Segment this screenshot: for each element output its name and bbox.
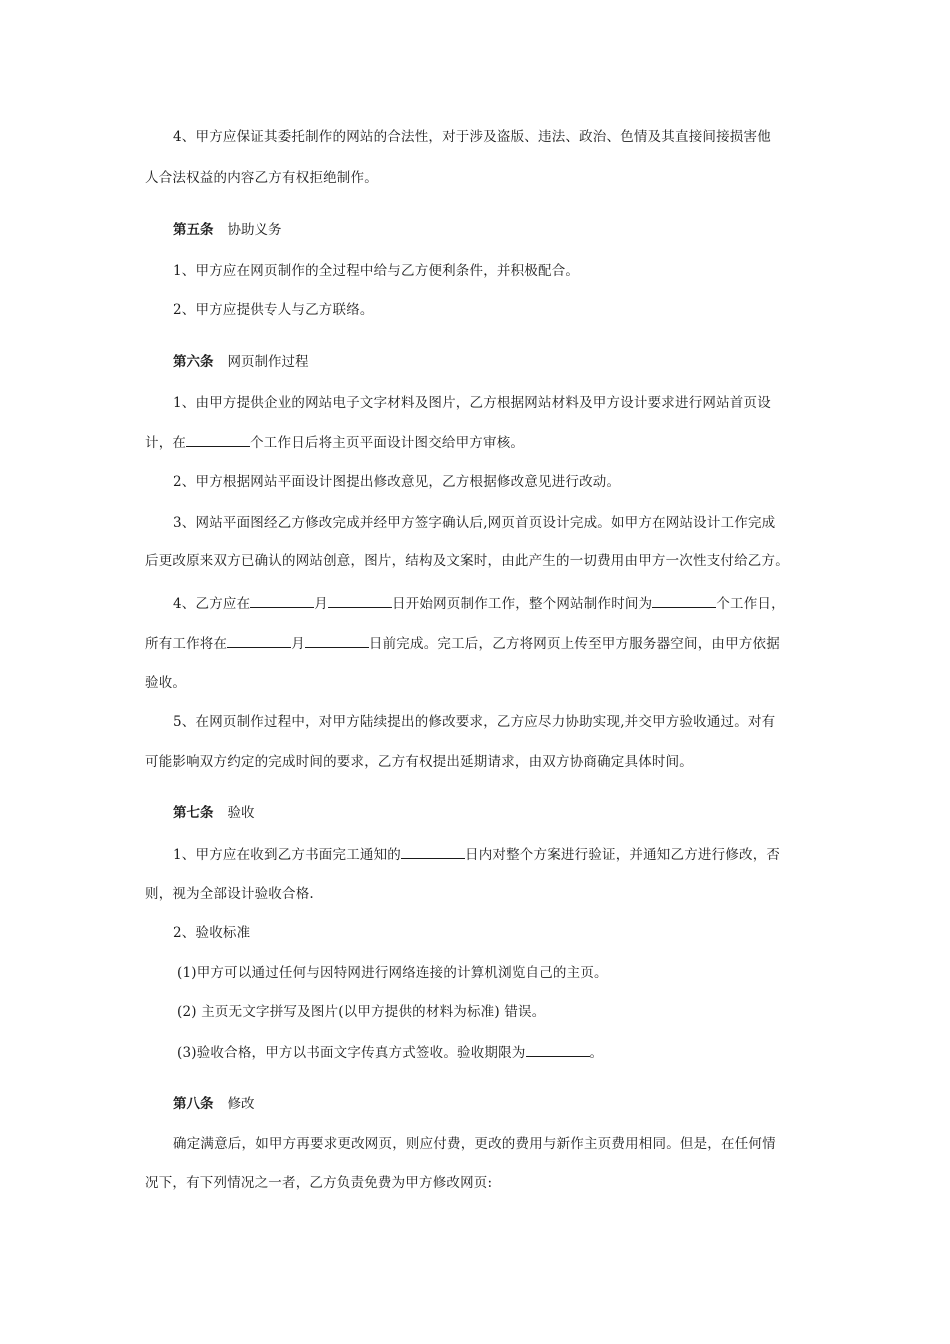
section-heading-5 (173, 220, 282, 240)
text-run: 1、甲方应在收到乙方书面完工通知的 (173, 847, 401, 863)
text-run: 个工作日， (716, 596, 785, 612)
text-run: 计，在 (145, 435, 187, 451)
paragraph-line: (2) 主页无文字拼写及图片(以甲方提供的材料为标准) 错误。 (177, 1004, 546, 1020)
section-number: 第五条 (173, 222, 214, 238)
fill-in-blank (328, 593, 392, 608)
section-title: 协助义务 (227, 222, 282, 238)
paragraph-line (145, 633, 780, 654)
paragraph-line (145, 432, 524, 453)
paragraph-line: 5、在网页制作过程中，对甲方陆续提出的修改要求，乙方应尽力协助实现,并交甲方验收通过。对有 (173, 714, 776, 730)
paragraph-line (173, 593, 785, 614)
paragraph-line: 可能影响双方约定的完成时间的要求，乙方有权提出延期请求，由双方协商确定具体时间。 (145, 754, 693, 770)
text-run: 4、乙方应在 (173, 596, 251, 612)
fill-in-blank (305, 633, 369, 648)
paragraph-line: 2、甲方根据网站平面设计图提出修改意见，乙方根据修改意见进行改动。 (173, 474, 621, 490)
section-number: 第八条 (173, 1096, 214, 1112)
section-heading-7 (173, 803, 255, 823)
section-number: 第七条 (173, 805, 214, 821)
paragraph-line: 人合法权益的内容乙方有权拒绝制作。 (145, 170, 378, 186)
paragraph-line: 后更改原来双方已确认的网站创意，图片，结构及文案时，由此产生的一切费用由甲方一次性支付给乙方。 (145, 553, 789, 569)
paragraph-line (177, 1042, 603, 1063)
text-run: 。 (589, 1045, 604, 1061)
fill-in-blank (186, 432, 250, 447)
section-title: 验收 (227, 805, 255, 821)
fill-in-blank (401, 844, 465, 859)
paragraph-line (173, 844, 780, 865)
text-run: 日开始网页制作工作，整个网站制作时间为 (392, 596, 653, 612)
text-run: (3)验收合格，甲方以书面文字传真方式签收。验收期限为 (177, 1045, 526, 1061)
section-number: 第六条 (173, 354, 214, 370)
text-run: 月 (291, 636, 305, 652)
fill-in-blank (652, 593, 716, 608)
paragraph-line: 确定满意后，如甲方再要求更改网页，则应付费，更改的费用与新作主页费用相同。但是，在任何情 (173, 1136, 776, 1152)
paragraph-line: 4、甲方应保证其委托制作的网站的合法性，对于涉及盗版、违法、政治、色情及其直接间接损害他 (173, 129, 771, 145)
section-heading-8 (173, 1094, 255, 1114)
text-run: 月 (314, 596, 328, 612)
section-heading-6 (173, 352, 309, 372)
paragraph-line: 况下，有下列情况之一者，乙方负责免费为甲方修改网页: (145, 1175, 493, 1191)
text-run: 所有工作将在 (145, 636, 228, 652)
section-title: 修改 (227, 1096, 255, 1112)
paragraph-line: 1、甲方应在网页制作的全过程中给与乙方便利条件，并积极配合。 (173, 263, 580, 279)
fill-in-blank (250, 593, 314, 608)
paragraph-line: 3、网站平面图经乙方修改完成并经甲方签字确认后,网页首页设计完成。如甲方在网站设计工作完成 (173, 515, 776, 531)
paragraph-line: 2、验收标准 (173, 925, 251, 941)
fill-in-blank (526, 1042, 590, 1057)
section-title: 网页制作过程 (227, 354, 309, 370)
paragraph-line: 2、甲方应提供专人与乙方联络。 (173, 302, 374, 318)
paragraph-line: 验收。 (145, 675, 187, 691)
paragraph-line: (1)甲方可以通过任何与因特网进行网络连接的计算机浏览自己的主页。 (177, 965, 608, 981)
fill-in-blank (227, 633, 291, 648)
paragraph-line: 则，视为全部设计验收合格. (145, 886, 314, 902)
text-run: 个工作日后将主页平面设计图交给甲方审核。 (250, 435, 525, 451)
text-run: 日前完成。完工后，乙方将网页上传至甲方服务器空间，由甲方依据 (368, 636, 780, 652)
text-run: 日内对整个方案进行验证，并通知乙方进行修改，否 (465, 847, 781, 863)
paragraph-line: 1、由甲方提供企业的网站电子文字材料及图片，乙方根据网站材料及甲方设计要求进行网站首页设 (173, 395, 771, 411)
